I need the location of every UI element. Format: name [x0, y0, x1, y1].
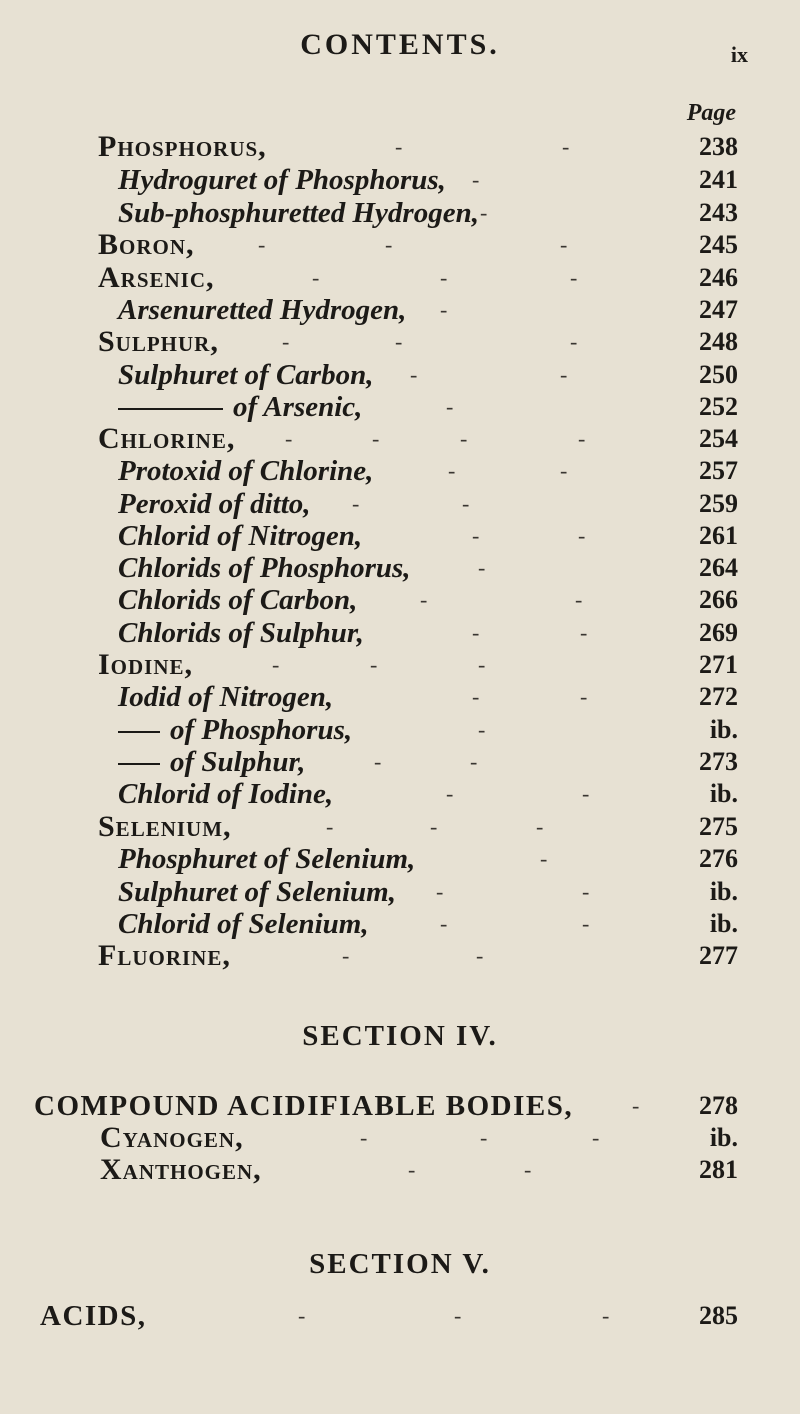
leader-dash: - [560, 458, 568, 483]
toc-entry-title: Phosphorus, [98, 130, 267, 163]
page-column-label: Page [686, 100, 736, 126]
toc-entry-label: of Arsenic, [233, 391, 363, 423]
leader-dash: - [536, 814, 544, 839]
toc-entry-title [118, 391, 362, 423]
leader-dash: - [272, 652, 280, 677]
toc-entry-title: Chlorids of Sulphur, [118, 617, 364, 649]
toc-entry-title: Iodid of Nitrogen, [118, 681, 334, 713]
leader-dash: - [342, 943, 350, 968]
section-heading: SECTION IV. [302, 1020, 498, 1052]
toc-entry [0, 617, 800, 649]
toc-entry-page: 246 [699, 263, 738, 292]
leader-dash: - [372, 426, 380, 451]
leader-dash: - [470, 749, 478, 774]
toc-entry-page: 245 [699, 230, 738, 259]
leader-dash: - [446, 781, 454, 806]
toc-entry [0, 1300, 800, 1332]
toc-entry [0, 359, 800, 391]
leader-dash: - [592, 1125, 600, 1150]
toc-entry-title: Sulphuret of Selenium, [118, 876, 396, 908]
section-heading: SECTION V. [309, 1248, 491, 1280]
toc-entry-title: Selenium, [98, 810, 232, 843]
toc-entry-title: Arsenuretted Hydrogen, [118, 294, 407, 326]
leader-dash: - [562, 134, 570, 159]
toc-entry-label: of Phosphorus, [170, 714, 353, 746]
toc-entry [0, 164, 800, 196]
toc-entry-page: 243 [699, 198, 738, 227]
toc-entry-title: Cyanogen, [100, 1121, 244, 1154]
toc-entry [0, 326, 800, 358]
toc-entry-page: 269 [699, 618, 738, 647]
toc-entry [0, 131, 800, 163]
leader-dash: - [462, 491, 470, 516]
toc-entry [0, 908, 800, 940]
leader-dash: - [374, 749, 382, 774]
toc-entry-page: 247 [699, 295, 738, 324]
toc-entry-page: 275 [699, 812, 738, 841]
leader-dash: - [395, 329, 403, 354]
leader-dash: - [385, 232, 393, 257]
toc-entry-title [118, 746, 305, 778]
toc-entry-page: 285 [699, 1301, 738, 1330]
toc-entry-page: 254 [699, 424, 738, 453]
toc-entry [0, 746, 800, 778]
toc-entry-title: Iodine, [98, 648, 194, 681]
toc-entry-title: Boron, [98, 228, 195, 261]
toc-entry-page: ib. [709, 1123, 738, 1152]
leader-dash: - [476, 943, 484, 968]
toc-entry-page: 276 [699, 844, 738, 873]
toc-entry-page: 278 [699, 1091, 738, 1120]
leader-dash: - [582, 781, 590, 806]
toc-entry [0, 778, 800, 810]
ditto-rule [118, 408, 223, 410]
toc-entry [0, 488, 800, 520]
leader-dash: - [540, 846, 548, 871]
toc-entry-title: Chlorine, [98, 422, 236, 455]
leader-dash: - [632, 1093, 640, 1118]
toc-entry [0, 811, 800, 843]
leader-dash: - [575, 587, 583, 612]
toc-entry-page: 261 [699, 521, 738, 550]
toc-entry-page: 238 [699, 132, 738, 161]
toc-entry-title: Sub-phosphuretted Hydrogen, [118, 197, 479, 229]
leader-dash: - [430, 814, 438, 839]
page-title: CONTENTS. [300, 28, 500, 61]
leader-dash: - [282, 329, 290, 354]
leader-dash: - [285, 426, 293, 451]
toc-entry [0, 714, 800, 746]
toc-entry-page: ib. [709, 779, 738, 808]
toc-entry-title: Sulphuret of Carbon, [118, 359, 374, 391]
toc-entry-page: ib. [709, 877, 738, 906]
toc-entry-page: 264 [699, 553, 738, 582]
leader-dash: - [440, 911, 448, 936]
leader-dash: - [370, 652, 378, 677]
toc-entry-title: Chlorids of Carbon, [118, 584, 358, 616]
leader-dash: - [472, 167, 480, 192]
toc-entry-title: Xanthogen, [100, 1153, 262, 1186]
toc-entry-page: 252 [699, 392, 738, 421]
toc-entry-title: Chlorids of Phosphorus, [118, 552, 411, 584]
toc-entry-page: ib. [709, 909, 738, 938]
toc-entry-page: 266 [699, 585, 738, 614]
toc-entry-page: 271 [699, 650, 738, 679]
toc-entry [0, 391, 800, 423]
leader-dash: - [472, 523, 480, 548]
toc-entry-page: 248 [699, 327, 738, 356]
leader-dash: - [420, 587, 428, 612]
leader-dash: - [580, 620, 588, 645]
toc-entry [0, 649, 800, 681]
toc-entry-page: 277 [699, 941, 738, 970]
leader-dash: - [454, 1303, 462, 1328]
leader-dash: - [478, 555, 486, 580]
leader-dash: - [410, 362, 418, 387]
toc-entry [0, 262, 800, 294]
toc-entry-title: Peroxid of ditto, [118, 488, 311, 520]
toc-entry-title: Protoxid of Chlorine, [118, 455, 374, 487]
leader-dash: - [472, 620, 480, 645]
toc-entry-title: COMPOUND ACIDIFIABLE BODIES, [34, 1090, 574, 1122]
toc-entry-page: 272 [699, 682, 738, 711]
toc-entry-title: Phosphuret of Selenium, [118, 843, 416, 875]
leader-dash: - [560, 362, 568, 387]
toc-entry [0, 455, 800, 487]
toc-entry-label: of Sulphur, [170, 746, 306, 778]
toc-entry-page: 281 [699, 1155, 738, 1184]
leader-dash: - [578, 523, 586, 548]
leader-dash: - [395, 134, 403, 159]
leader-dash: - [472, 684, 480, 709]
leader-dash: - [408, 1157, 416, 1182]
toc-entry-page: 257 [699, 456, 738, 485]
toc-entry [0, 229, 800, 261]
toc-entry-title: Chlorid of Iodine, [118, 778, 334, 810]
page-number: ix [730, 42, 748, 67]
leader-dash: - [578, 426, 586, 451]
leader-dash: - [326, 814, 334, 839]
toc-entry [0, 876, 800, 908]
leader-dash: - [436, 879, 444, 904]
toc-entry-page: 250 [699, 360, 738, 389]
leader-dash: - [440, 265, 448, 290]
leader-dash: - [582, 911, 590, 936]
ditto-rule [118, 731, 160, 733]
leader-dash: - [448, 458, 456, 483]
leader-dash: - [570, 265, 578, 290]
toc-entry [0, 681, 800, 713]
toc-entry-page: 259 [699, 489, 738, 518]
toc-entry [0, 940, 800, 972]
leader-dash: - [560, 232, 568, 257]
leader-dash: - [480, 1125, 488, 1150]
toc-entry-title: Chlorid of Nitrogen, [118, 520, 363, 552]
toc-entry [0, 584, 800, 616]
toc-entry [0, 294, 800, 326]
toc-entry-page: ib. [709, 715, 738, 744]
toc-entry-title: ACIDS, [40, 1300, 147, 1332]
leader-dash: - [480, 200, 488, 225]
toc-entry [0, 197, 800, 229]
leader-dash: - [312, 265, 320, 290]
toc-entry-title: Arsenic, [98, 261, 215, 294]
toc-entry [0, 1154, 800, 1186]
leader-dash: - [460, 426, 468, 451]
leader-dash: - [298, 1303, 306, 1328]
toc-entry [0, 520, 800, 552]
toc-entry [0, 843, 800, 875]
leader-dash: - [478, 652, 486, 677]
leader-dash: - [446, 394, 454, 419]
leader-dash: - [580, 684, 588, 709]
leader-dash: - [524, 1157, 532, 1182]
leader-dash: - [360, 1125, 368, 1150]
leader-dash: - [258, 232, 266, 257]
toc-entry-page: 241 [699, 165, 738, 194]
toc-entry [0, 1122, 800, 1154]
toc-entry [0, 423, 800, 455]
toc-entry-title: Hydroguret of Phosphorus, [118, 164, 446, 196]
leader-dash: - [582, 879, 590, 904]
leader-dash: - [352, 491, 360, 516]
toc-entry-title: Sulphur, [98, 325, 219, 358]
toc-entry-title: Chlorid of Selenium, [118, 908, 369, 940]
toc-entry-page: 273 [699, 747, 738, 776]
toc-entry-title: Fluorine, [98, 939, 231, 972]
toc-entry [0, 1090, 800, 1122]
leader-dash: - [570, 329, 578, 354]
leader-dash: - [602, 1303, 610, 1328]
ditto-rule [118, 763, 160, 765]
toc-entry [0, 552, 800, 584]
toc-entry-title [118, 714, 352, 746]
leader-dash: - [440, 297, 448, 322]
leader-dash: - [478, 717, 486, 742]
